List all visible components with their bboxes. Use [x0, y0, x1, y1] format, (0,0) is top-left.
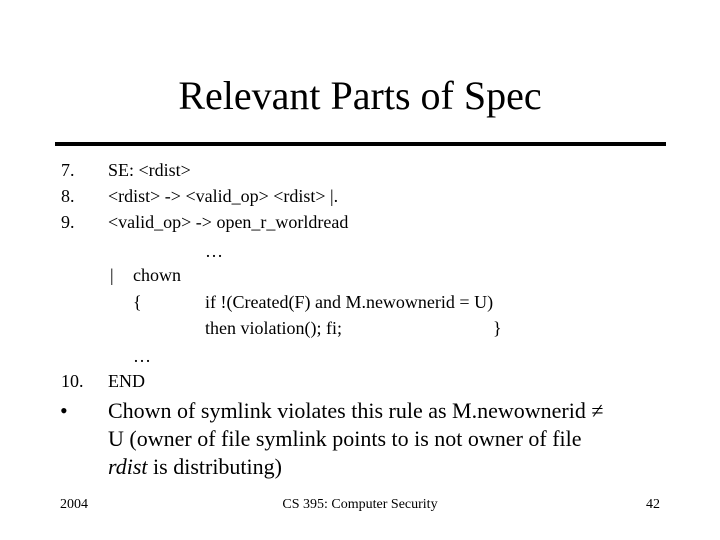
footer-page-number: 42 [646, 497, 660, 512]
then-line: then violation(); fi; [205, 318, 342, 338]
slide-title: Relevant Parts of Spec [178, 73, 542, 118]
ellipsis-top: … [205, 241, 223, 261]
if-condition-line: if !(Created(F) and M.newownerid = U) [205, 292, 494, 312]
close-brace: } [493, 318, 502, 338]
footer-year: 2004 [60, 497, 88, 512]
spec-line-10: END [108, 371, 145, 391]
title-divider [55, 142, 666, 146]
bullet-text-line-1: Chown of symlink violates this rule as M.newownerid ≠ [108, 398, 604, 423]
open-brace: { [133, 292, 142, 312]
chown-label: chown [133, 265, 181, 285]
spec-line-9: <valid_op> -> open_r_worldread [108, 212, 349, 232]
line-number-7: 7. [61, 160, 75, 180]
line-number-10: 10. [61, 371, 84, 391]
spec-line-7: SE: <rdist> [108, 160, 191, 180]
bullet-text-line-3-rest: is distributing) [147, 454, 282, 479]
ellipsis-bottom: … [133, 346, 151, 366]
rdist-emphasis: rdist [108, 454, 148, 479]
footer-course: CS 395: Computer Security [282, 497, 438, 512]
bullet-text-line-2: U (owner of file symlink points to is not owner of file [108, 426, 582, 451]
bullet-text-line-3 [108, 453, 282, 481]
alternative-bar: | [110, 265, 114, 285]
spec-line-8: <rdist> -> <valid_op> <rdist> |. [108, 186, 339, 206]
line-number-9: 9. [61, 212, 75, 232]
line-number-8: 8. [61, 186, 75, 206]
bullet-icon: • [60, 398, 68, 423]
